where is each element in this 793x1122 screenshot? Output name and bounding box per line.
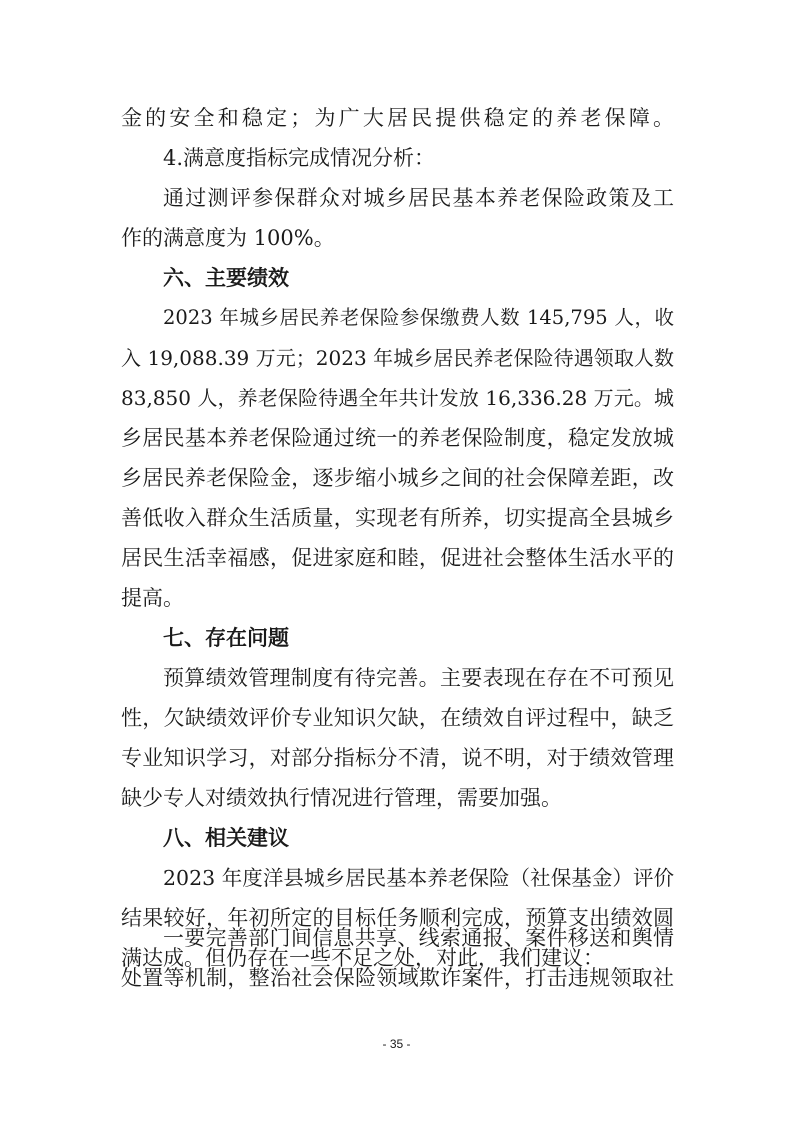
body-line: 结果较好，年初所定的目标任务顺利完成，预算支出绩效圆 (121, 906, 674, 930)
body-line: 金的安全和稳定；为广大居民提供稳定的养老保障。 (121, 106, 674, 130)
body-line: 4.满意度指标完成情况分析： (163, 146, 436, 170)
section-heading: 六、主要绩效 (163, 266, 289, 290)
body-line: 提高。 (121, 586, 184, 610)
body-line: 83,850 人，养老保险待遇全年共计发放 16,336.28 万元。城 (121, 386, 674, 410)
page-number: - 35 - (382, 1037, 411, 1051)
section-heading: 八、相关建议 (163, 826, 289, 850)
body-line: 一要完善部门间信息共享、线索通报、案件移送和舆情 (163, 926, 674, 950)
body-line: 居民生活幸福感，促进家庭和睦，促进社会整体生活水平的 (121, 546, 674, 570)
body-line: 2023 年度洋县城乡居民基本养老保险（社保基金）评价 (163, 866, 674, 890)
body-line: 满达成。但仍存在一些不足之处，对此，我们建议： (121, 946, 604, 970)
body-line: 预算绩效管理制度有待完善。主要表现在存在不可预见 (163, 666, 674, 690)
body-line: 善低收入群众生活质量，实现老有所养，切实提高全县城乡 (121, 506, 674, 530)
body-line: 性，欠缺绩效评价专业知识欠缺，在绩效自评过程中，缺乏 (121, 706, 674, 730)
body-line: 2023 年城乡居民养老保险参保缴费人数 145,795 人，收 (163, 306, 674, 329)
body-line: 处置等机制，整治社会保险领域欺诈案件，打击违规领取社 (121, 966, 674, 990)
body-line: 入 19,088.39 万元；2023 年城乡居民养老保险待遇领取人数 (121, 346, 674, 370)
body-line: 缺少专人对绩效执行情况进行管理，需要加强。 (121, 786, 562, 810)
body-line: 通过测评参保群众对城乡居民基本养老保险政策及工 (163, 186, 674, 210)
body-line: 乡居民基本养老保险通过统一的养老保险制度，稳定发放城 (121, 426, 674, 450)
body-line: 专业知识学习，对部分指标分不清，说不明，对于绩效管理 (121, 746, 674, 770)
body-line: 乡居民养老保险金，逐步缩小城乡之间的社会保障差距，改 (121, 466, 674, 490)
body-line: 作的满意度为 100%。 (121, 226, 335, 250)
section-heading: 七、存在问题 (163, 626, 289, 650)
